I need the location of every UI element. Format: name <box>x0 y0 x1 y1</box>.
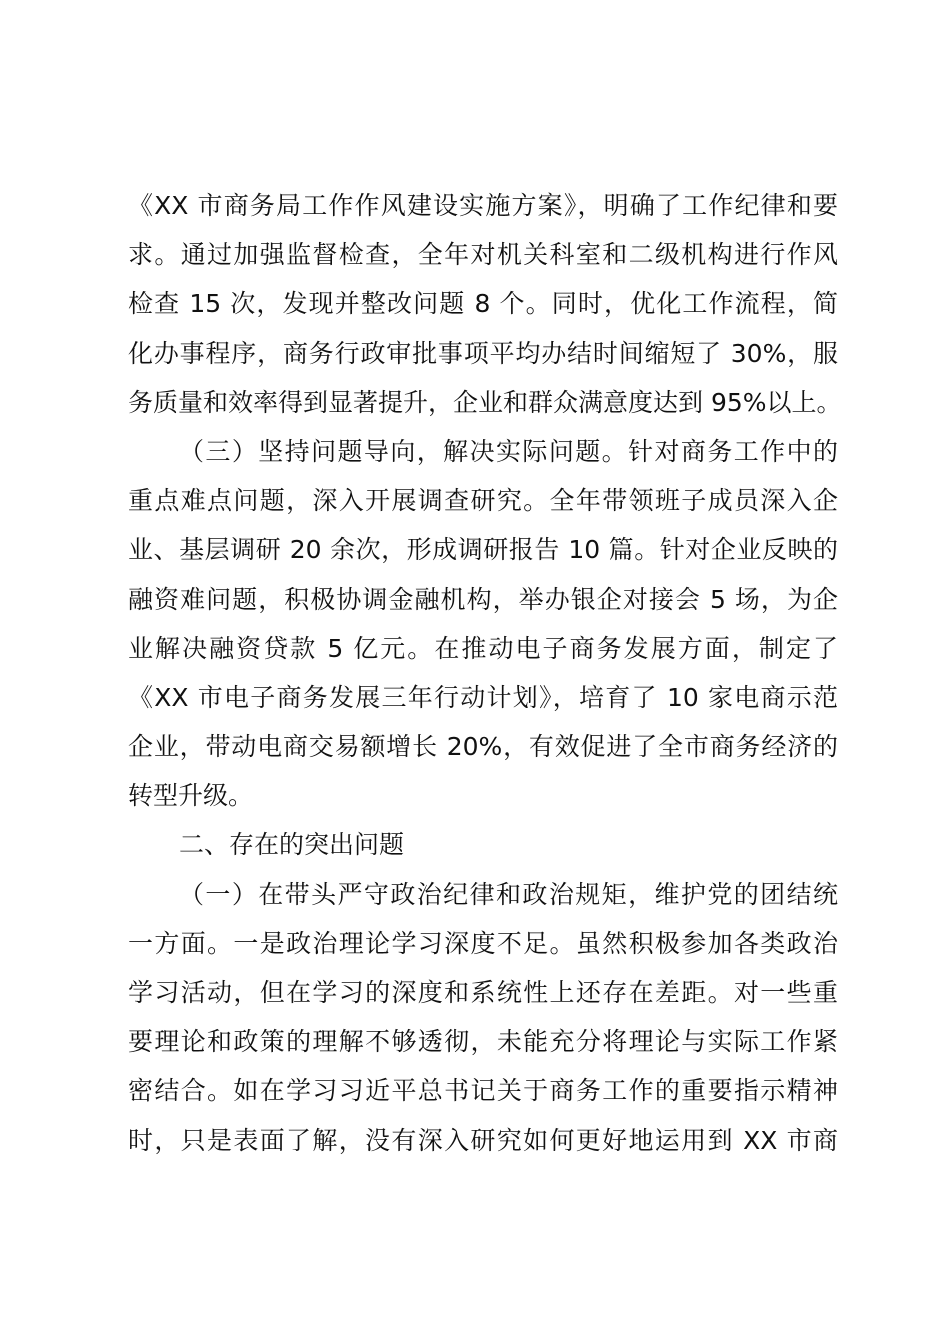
text-line: 转型升级。 <box>128 781 254 811</box>
text-line: 时，只是表面了解，没有深入研究如何更好地运用到 XX 市商 <box>128 1125 838 1155</box>
text-line: 求。通过加强监督检查，全年对机关科室和二级机构进行作风 <box>128 240 838 270</box>
text-line: 二、存在的突出问题 <box>179 830 405 860</box>
text-line: 业解决融资贷款 5 亿元。在推动电子商务发展方面，制定了 <box>128 633 838 663</box>
text-line: 《XX 市电子商务发展三年行动计划》，培育了 10 家电商示范 <box>128 682 838 712</box>
text-line: 一方面。一是政治理论学习深度不足。虽然积极参加各类政治 <box>128 928 838 958</box>
text-line: 《XX 市商务局工作作风建设实施方案》，明确了工作纪律和要 <box>128 191 838 220</box>
text-line: 要理论和政策的理解不够透彻，未能充分将理论与实际工作紧 <box>128 1027 838 1057</box>
text-line: 学习活动，但在学习的深度和系统性上还存在差距。对一些重 <box>128 978 838 1007</box>
text-line: 化办事程序，商务行政审批事项平均办结时间缩短了 30%，服 <box>128 338 838 368</box>
text-line: 密结合。如在学习习近平总书记关于商务工作的重要指示精神 <box>128 1076 838 1106</box>
text-line: 融资难问题，积极协调金融机构，举办银企对接会 5 场，为企 <box>128 584 838 614</box>
text-line: 业、基层调研 20 余次，形成调研报告 10 篇。针对企业反映的 <box>128 535 838 565</box>
text-line: （三）坚持问题导向，解决实际问题。针对商务工作中的 <box>179 436 838 466</box>
text-line: 企业，带动电商交易额增长 20%，有效促进了全市商务经济的 <box>128 732 838 762</box>
body-text <box>128 181 842 1165</box>
text-line: 重点难点问题，深入开展调查研究。全年带领班子成员深入企 <box>128 486 838 516</box>
text-line: 务质量和效率得到显著提升，企业和群众满意度达到 95%以上。 <box>128 387 842 417</box>
text-line: 检查 15 次，发现并整改问题 8 个。同时，优化工作流程，简 <box>128 289 838 319</box>
text-line: （一）在带头严守政治纪律和政治规矩，维护党的团结统 <box>179 879 838 909</box>
